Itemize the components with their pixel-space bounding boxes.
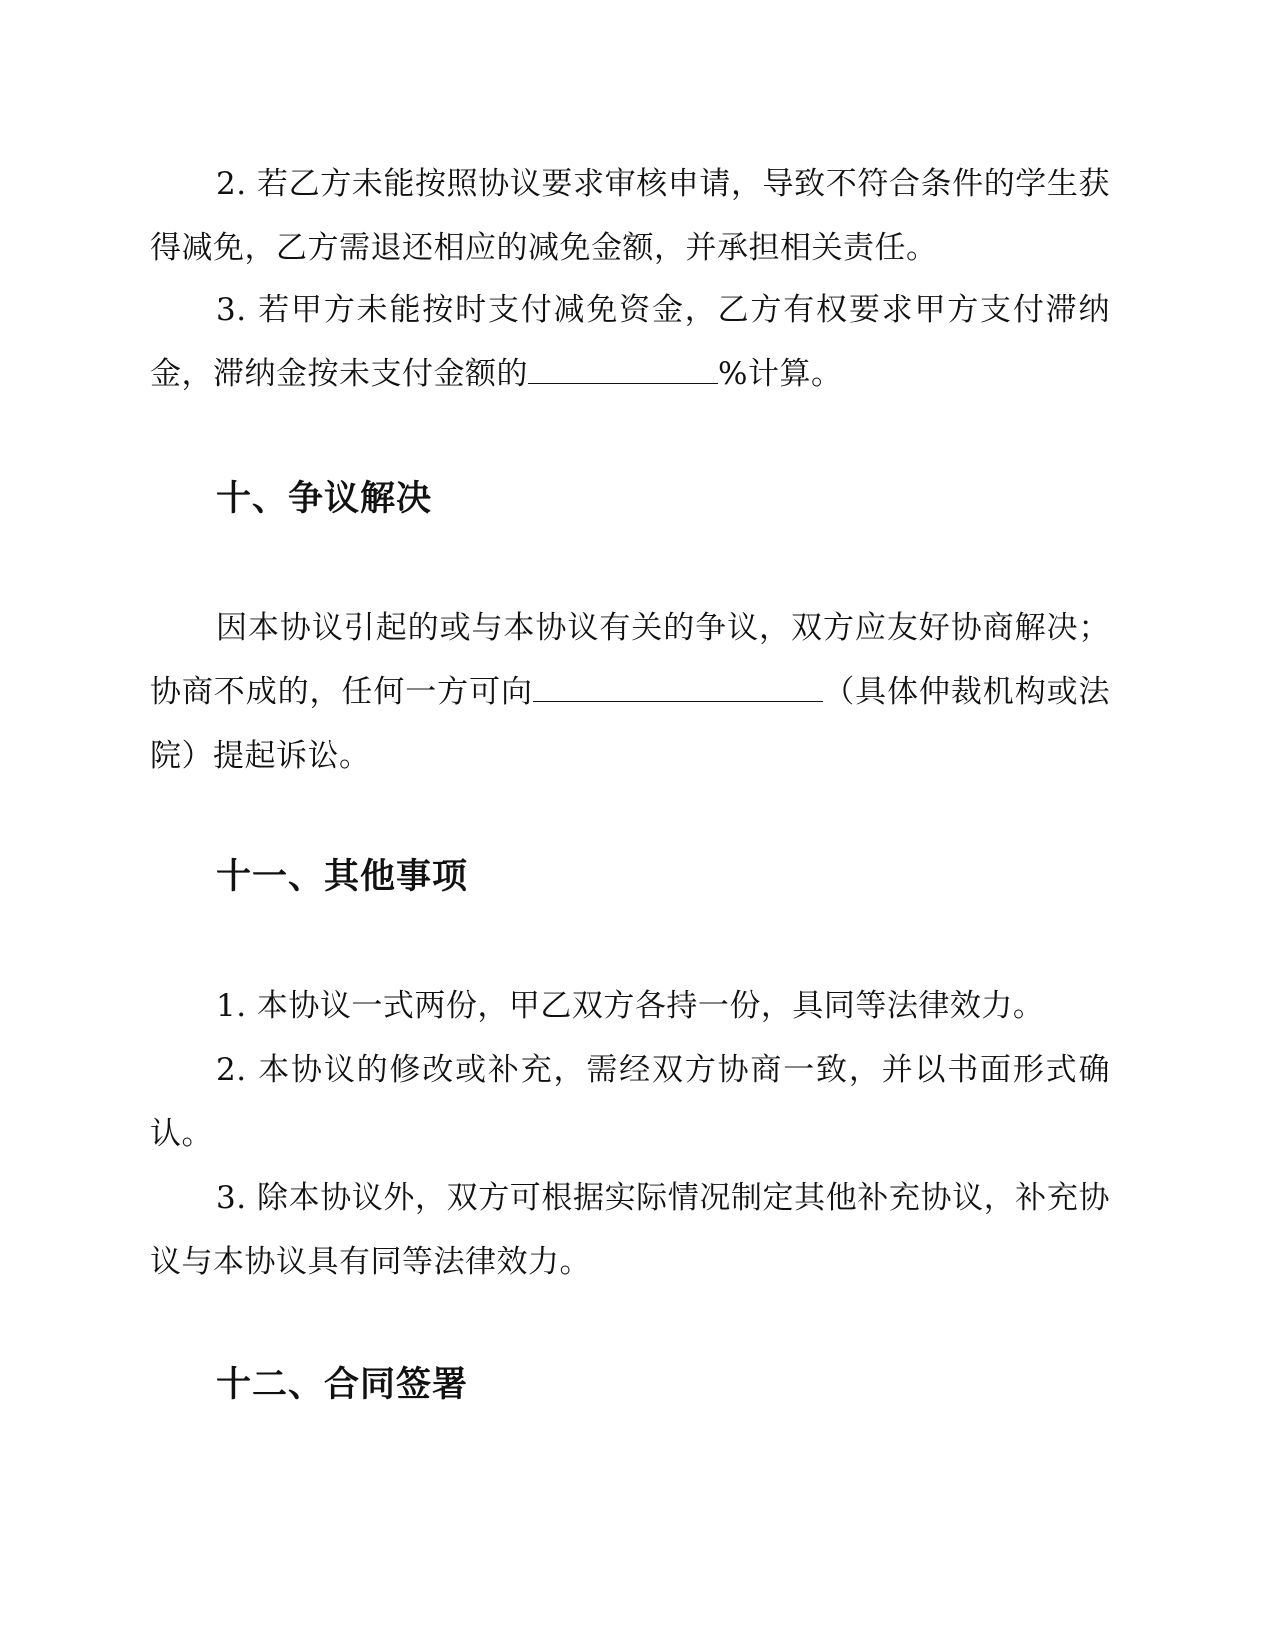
other-item-1: 1. 本协议一式两份，甲乙双方各持一份，具同等法律效力。 — [216, 988, 1045, 1024]
section-heading-signing: 十二、合同签署 — [216, 1365, 469, 1405]
liability-item-3-suffix: %计算。 — [718, 356, 843, 392]
liability-item-2: 2. 若乙方未能按照协议要求审核申请，导致不符合条件的学生获得减免，乙方需退还相应的减免金额，并承担相关责任。 — [150, 166, 1110, 266]
other-item-3: 3. 除本协议外，双方可根据实际情况制定其他补充协议，补充协议与本协议具有同等法律效力。 — [150, 1180, 1110, 1280]
late-fee-rate-blank[interactable] — [528, 349, 718, 384]
dispute-text: 因本协议引起的或与本协议有关的争议，双方应友好协商解决；协商不成的，任何一方可向 — [150, 610, 1110, 710]
section-heading-dispute: 十、争议解决 — [216, 479, 433, 519]
liability-item-3-text: 3. 若甲方未能按时支付减免资金，乙方有权要求甲方支付滞纳金，滞纳金按未支付金额的 — [150, 292, 1110, 392]
section-heading-other-matters: 十一、其他事项 — [216, 857, 469, 897]
arbitration-body-blank[interactable] — [533, 667, 823, 702]
other-item-2: 2. 本协议的修改或补充，需经双方协商一致，并以书面形式确认。 — [150, 1052, 1110, 1152]
dispute-paragraph — [150, 596, 1110, 788]
liability-item-3 — [150, 278, 1110, 406]
dispute-suffix: （具体仲裁机构或法院）提起诉讼。 — [150, 674, 1111, 774]
